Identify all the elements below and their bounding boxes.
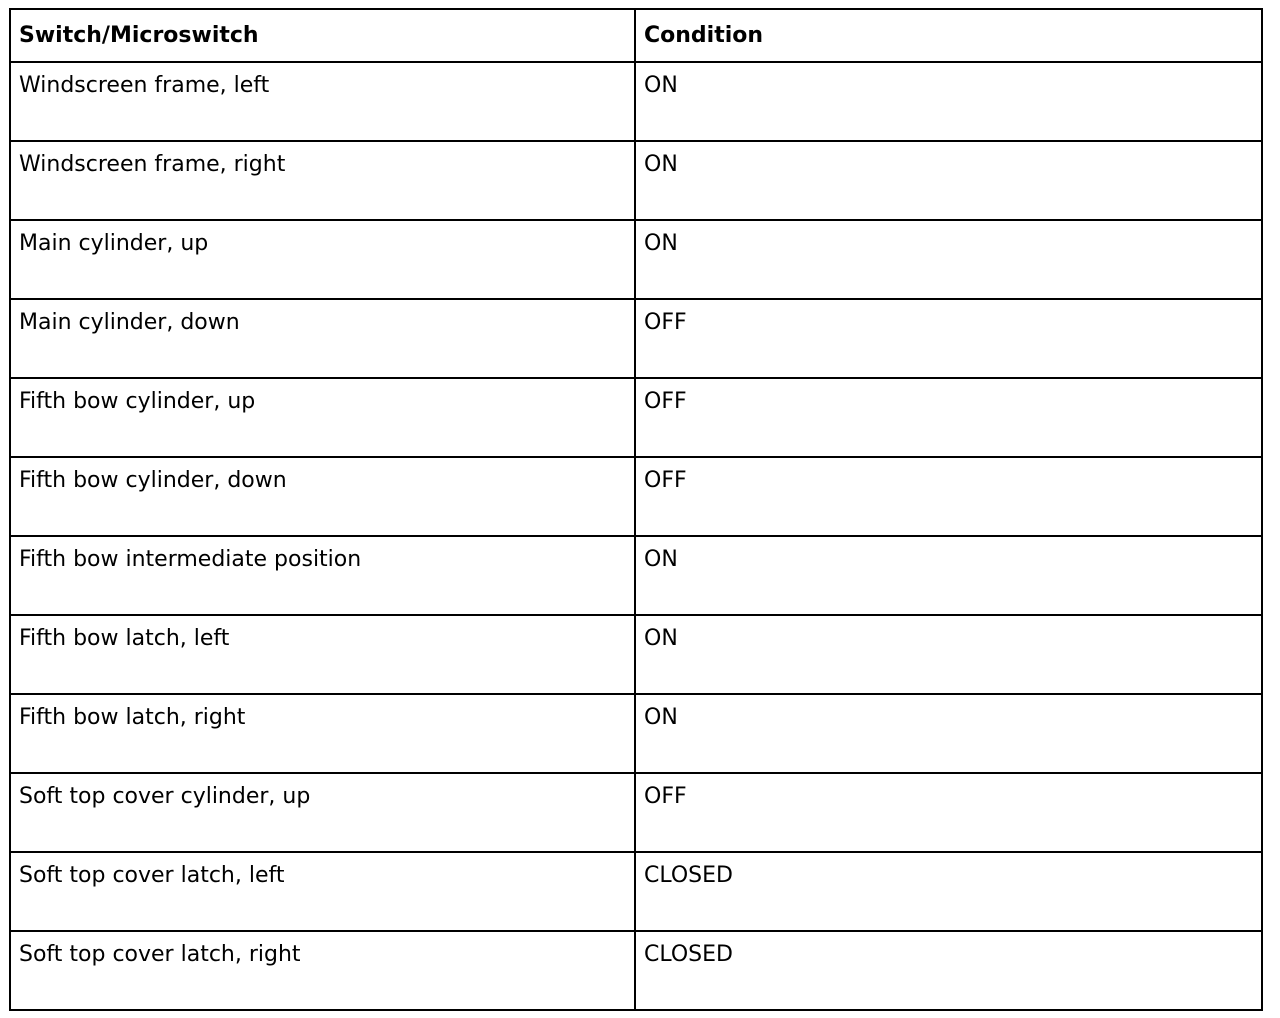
condition-cell: ON xyxy=(635,615,1262,694)
switch-cell: Fifth bow intermediate position xyxy=(10,536,635,615)
table-row xyxy=(10,931,1262,1010)
switch-cell: Main cylinder, up xyxy=(10,220,635,299)
switch-cell: Windscreen frame, left xyxy=(10,62,635,141)
condition-cell: OFF xyxy=(635,773,1262,852)
condition-cell: CLOSED xyxy=(635,852,1262,931)
table-row xyxy=(10,852,1262,931)
switch-cell: Soft top cover latch, right xyxy=(10,931,635,1010)
table-row xyxy=(10,141,1262,220)
switch-cell: Fifth bow cylinder, down xyxy=(10,457,635,536)
table-row xyxy=(10,694,1262,773)
switch-cell: Fifth bow cylinder, up xyxy=(10,378,635,457)
condition-cell: ON xyxy=(635,62,1262,141)
column-header-condition: Condition xyxy=(635,9,1262,62)
table-row xyxy=(10,536,1262,615)
condition-cell: ON xyxy=(635,536,1262,615)
table-row xyxy=(10,615,1262,694)
table-row xyxy=(10,457,1262,536)
condition-cell: OFF xyxy=(635,457,1262,536)
condition-cell: OFF xyxy=(635,378,1262,457)
switch-cell: Soft top cover cylinder, up xyxy=(10,773,635,852)
table-row xyxy=(10,378,1262,457)
table-row xyxy=(10,220,1262,299)
condition-cell: OFF xyxy=(635,299,1262,378)
table-row xyxy=(10,299,1262,378)
condition-cell: ON xyxy=(635,694,1262,773)
switch-cell: Fifth bow latch, left xyxy=(10,615,635,694)
table-row xyxy=(10,62,1262,141)
switch-cell: Fifth bow latch, right xyxy=(10,694,635,773)
table-row xyxy=(10,773,1262,852)
column-header-switch: Switch/Microswitch xyxy=(10,9,635,62)
switch-cell: Windscreen frame, right xyxy=(10,141,635,220)
switch-cell: Soft top cover latch, left xyxy=(10,852,635,931)
condition-cell: ON xyxy=(635,141,1262,220)
switch-cell: Main cylinder, down xyxy=(10,299,635,378)
condition-cell: ON xyxy=(635,220,1262,299)
switch-condition-table xyxy=(9,8,1263,1011)
table-header-row xyxy=(10,9,1262,62)
condition-cell: CLOSED xyxy=(635,931,1262,1010)
